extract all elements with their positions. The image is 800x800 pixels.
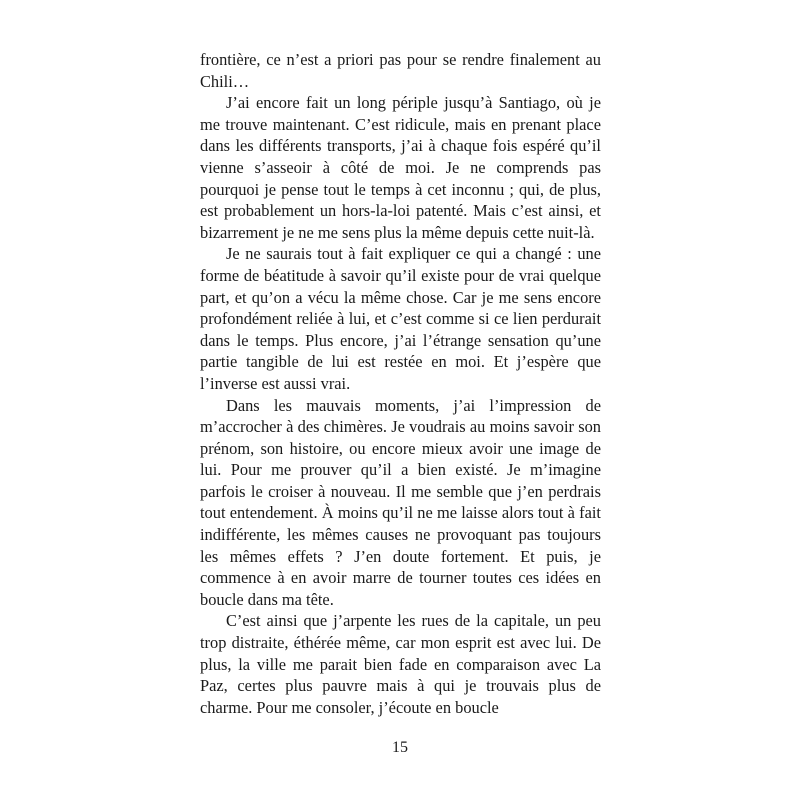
paragraph-5: C’est ainsi que j’arpente les rues de la capitale, un peu trop distraite, éthérée même, car mon esprit est avec lui. De plus, la ville me parait bien fade en comparaison avec La Paz, certes plus pauvre mais à qui je trouvais plus de charme. Pour me consoler, j’écoute en boucle	[200, 611, 601, 717]
paragraph-1: frontière, ce n’est a priori pas pour se rendre finalement au Chili…	[200, 50, 601, 91]
paragraph-2: J’ai encore fait un long périple jusqu’à Santiago, où je me trouve maintenant. C’est ridicule, mais en prenant place dans les différents transports, j’ai à chaque fois espéré qu’il vienne s’asseoir à côté de moi. Je ne comprends pas pourquoi je pense tout le temps à cet inconnu ; qui, de plus, est probablement un hors-la-loi patenté. Mais c’est ainsi, et bizarrement je ne me sens plus la même depuis cette nuit-là.	[200, 93, 601, 242]
body-text	[200, 49, 601, 718]
page-number: 15	[392, 739, 408, 756]
paragraph-4: Dans les mauvais moments, j’ai l’impression de m’accrocher à des chimères. Je voudrais au moins savoir son prénom, son histoire, ou encore mieux avoir une image de lui. Pour me prouver qu’il a bien existé. Je m’imagine parfois le croiser à nouveau. Il me semble que j’en perdrais tout entendement. À moins qu’il ne me laisse alors tout à fait indifférente, les mêmes causes ne provoquant pas toujours les mêmes effets ? J’en doute fortement. Et puis, je commence à en avoir marre de tourner toutes ces idées en boucle dans ma tête.	[200, 395, 601, 609]
paragraph-3: Je ne saurais tout à fait expliquer ce qui a changé : une forme de béatitude à savoir qu’il existe pour de vrai quelque part, et qu’on a vécu la même chose. Car je me sens encore profondément reliée à lui, et c’est comme si ce lien perdurait dans le temps. Plus encore, j’ai l’étrange sensation qu’une partie tangible de lui est restée en moi. Et j’espère que l’inverse est aussi vrai.	[200, 244, 601, 393]
